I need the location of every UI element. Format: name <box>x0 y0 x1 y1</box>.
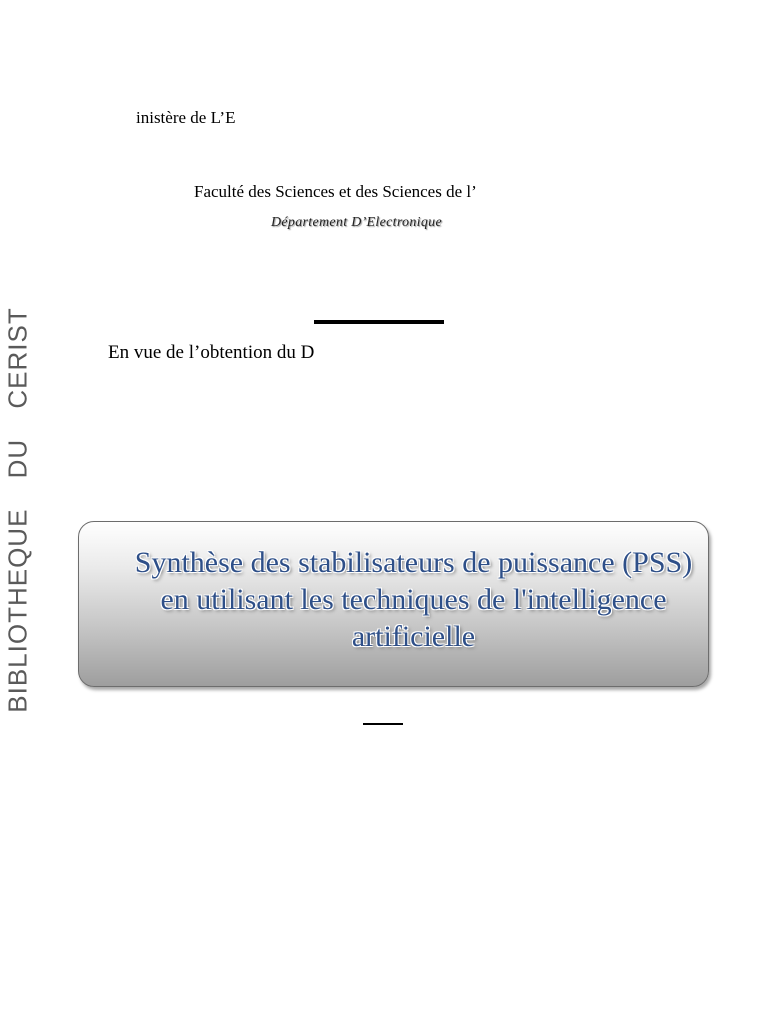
thesis-title-line-3: artificielle <box>351 620 476 653</box>
short-rule <box>363 723 403 725</box>
thesis-title <box>119 544 708 655</box>
horizontal-rule <box>314 320 444 324</box>
degree-intent-line: En vue de l’obtention du D <box>108 342 315 363</box>
thesis-title-line-2: en utilisant les techniques de l'intelligence <box>160 583 667 616</box>
thesis-title-box <box>78 521 709 687</box>
thesis-title-line-1: Synthèse des stabilisateurs de puissance (PSS) <box>134 546 693 579</box>
library-watermark: BIBLIOTHEQUE DU CERIST <box>2 307 33 713</box>
department-line: Département D’Electronique <box>271 215 442 230</box>
faculty-line: Faculté des Sciences et des Sciences de l’ <box>194 182 477 201</box>
ministry-line: inistère de L’E <box>136 108 236 127</box>
